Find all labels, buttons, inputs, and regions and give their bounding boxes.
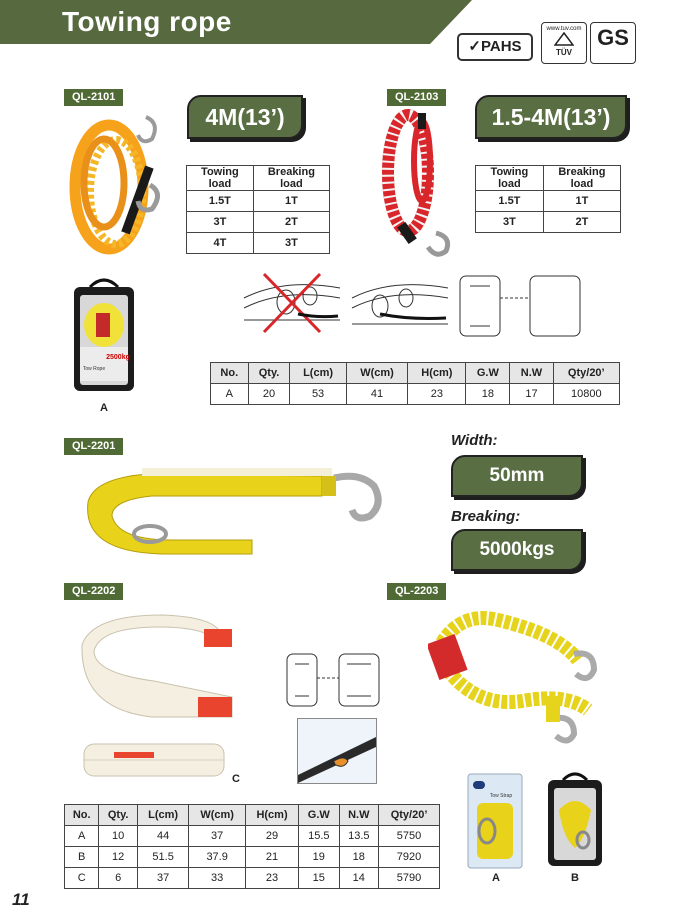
package-label-b: B — [571, 872, 579, 884]
table-row — [65, 847, 440, 868]
load-table-ql2101 — [186, 165, 330, 254]
packing-header: H(cm) — [408, 363, 466, 384]
hook-detail-diagram — [297, 718, 377, 784]
load-header: Towing load — [476, 166, 544, 191]
load-header: Breaking load — [543, 166, 620, 191]
packing-cell: 23 — [245, 868, 298, 889]
packing-cell: 5790 — [379, 868, 440, 889]
packing-header: W(cm) — [346, 363, 408, 384]
gs-cert-logo: GS — [590, 22, 636, 64]
packing-cell: 33 — [189, 868, 246, 889]
packing-cell: 10800 — [553, 384, 619, 405]
tag-ql2103: QL-2103 — [387, 89, 446, 106]
white-strap-coil-photo — [80, 738, 230, 782]
packing-header: Qty/20’ — [379, 805, 440, 826]
packing-cell: 29 — [245, 826, 298, 847]
packing-cell: 19 — [299, 847, 339, 868]
photo-label-c: C — [232, 773, 240, 785]
size-banner-ql2101: 4M(13’) — [187, 95, 303, 139]
packing-cell: 5750 — [379, 826, 440, 847]
packing-cell: 13.5 — [339, 826, 379, 847]
packing-header: W(cm) — [189, 805, 246, 826]
vehicle-diagram — [285, 650, 383, 712]
tag-ql2203: QL-2203 — [387, 583, 446, 600]
tag-ql2101: QL-2101 — [64, 89, 123, 106]
triangle-icon — [554, 32, 574, 46]
packing-table-1 — [210, 362, 620, 405]
packing-cell: 37 — [189, 826, 246, 847]
packing-header: G.W — [466, 363, 510, 384]
load-cell: 3T — [253, 233, 329, 254]
orange-rope-photo — [64, 107, 164, 265]
load-cell: 2T — [543, 212, 620, 233]
width-banner: 50mm — [451, 455, 583, 497]
load-cell: 3T — [476, 212, 544, 233]
yellow-strap-photo — [72, 462, 402, 558]
packing-cell: 37.9 — [189, 847, 246, 868]
table-row — [211, 384, 620, 405]
load-cell: 1T — [543, 191, 620, 212]
package-name-text: Tow Rope — [82, 366, 106, 372]
table-row — [65, 826, 440, 847]
load-table-ql2103 — [475, 165, 621, 233]
load-cell: 2T — [253, 212, 329, 233]
packing-cell: 41 — [346, 384, 408, 405]
packing-cell: 20 — [248, 384, 290, 405]
packing-cell: 53 — [290, 384, 346, 405]
packing-header: N.W — [339, 805, 379, 826]
packing-cell: 17 — [510, 384, 553, 405]
load-cell: 1.5T — [187, 191, 254, 212]
packing-header: G.W — [299, 805, 339, 826]
white-strap-photo — [72, 605, 242, 730]
cross-icon — [264, 274, 320, 332]
size-banner-ql2103: 1.5-4M(13’) — [475, 95, 627, 139]
load-header: Breaking load — [253, 166, 329, 191]
packing-cell: 23 — [408, 384, 466, 405]
page-title: Towing rope — [62, 6, 232, 37]
rope-package-photo — [70, 275, 138, 393]
packing-cell: 51.5 — [137, 847, 188, 868]
package-weight-text: 2500kg — [106, 354, 130, 361]
load-cell: 1.5T — [476, 191, 544, 212]
elastic-strap-photo — [428, 600, 608, 750]
red-rope-photo — [378, 105, 468, 265]
packing-cell: 7920 — [379, 847, 440, 868]
packing-cell: 15.5 — [299, 826, 339, 847]
packing-header: L(cm) — [290, 363, 346, 384]
tuv-cert-logo: www.tuv.com TÜV — [541, 22, 587, 64]
packing-header: Qty/20’ — [553, 363, 619, 384]
packing-cell: 6 — [99, 868, 137, 889]
packing-header: Qty. — [99, 805, 137, 826]
packing-cell: 21 — [245, 847, 298, 868]
page-number: 11 — [12, 890, 30, 909]
width-label: Width: — [451, 432, 498, 449]
package-label-a: A — [100, 402, 108, 414]
blister-pack-text: Tow Strap — [489, 793, 513, 799]
packing-header: No. — [65, 805, 99, 826]
load-cell: 1T — [253, 191, 329, 212]
packing-cell: 44 — [137, 826, 188, 847]
packing-table-2 — [64, 804, 440, 889]
packing-header: Qty. — [248, 363, 290, 384]
packing-header: No. — [211, 363, 249, 384]
packing-cell: 14 — [339, 868, 379, 889]
packing-cell: A — [211, 384, 249, 405]
table-row — [65, 868, 440, 889]
packing-header: N.W — [510, 363, 553, 384]
usage-diagrams — [240, 268, 600, 350]
tag-ql2201: QL-2201 — [64, 438, 123, 455]
breaking-label: Breaking: — [451, 508, 521, 525]
load-header: Towing load — [187, 166, 254, 191]
packing-cell: C — [65, 868, 99, 889]
packing-cell: 18 — [466, 384, 510, 405]
tag-ql2202: QL-2202 — [64, 583, 123, 600]
packing-cell: B — [65, 847, 99, 868]
packing-header: H(cm) — [245, 805, 298, 826]
strap-blister-pack-photo — [467, 773, 523, 869]
load-cell: 3T — [187, 212, 254, 233]
package-label-a2: A — [492, 872, 500, 884]
packing-cell: 10 — [99, 826, 137, 847]
packing-cell: 15 — [299, 868, 339, 889]
packing-cell: 37 — [137, 868, 188, 889]
strap-bag-photo — [545, 770, 605, 868]
packing-cell: A — [65, 826, 99, 847]
load-cell: 4T — [187, 233, 254, 254]
packing-cell: 12 — [99, 847, 137, 868]
packing-header: L(cm) — [137, 805, 188, 826]
breaking-banner: 5000kgs — [451, 529, 583, 571]
pahs-badge: ✓PAHS — [457, 33, 533, 61]
packing-cell: 18 — [339, 847, 379, 868]
